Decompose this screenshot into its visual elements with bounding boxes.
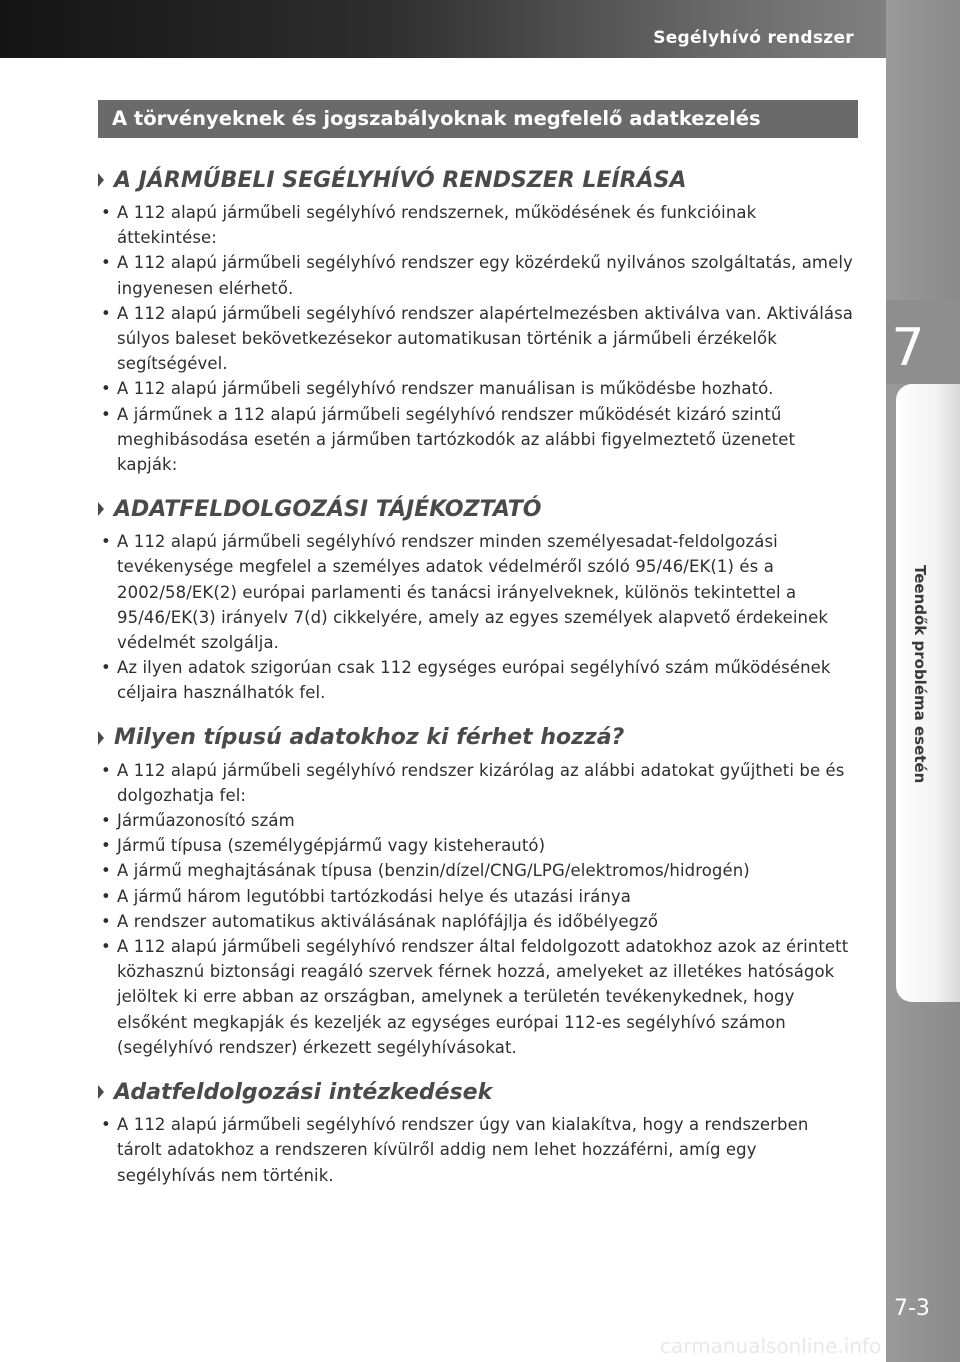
list-item: • A 112 alapú járműbeli segélyhívó rendszer úgy van kialakítva, hogy a rendszerben tárolt adatokhoz a rendszeren kívülről addig nem lehet hozzáférni, amíg egy segélyhívás nem történik. <box>98 1112 858 1188</box>
bullet-list <box>98 529 858 705</box>
section-heading-text: ADATFELDOLGOZÁSI TÁJÉKOZTATÓ <box>114 496 542 522</box>
list-item: • A 112 alapú járműbeli segélyhívó rendszer kizárólag az alábbi adatokat gyűjtheti be és dolgozhatja fel: <box>98 758 858 808</box>
section-marker-icon <box>98 1085 104 1099</box>
section-heading <box>98 720 858 756</box>
section-heading <box>98 162 858 198</box>
section-data-processing-info <box>98 491 858 705</box>
list-item: • A rendszer automatikus aktiválásának naplófájlja és időbélyegző <box>98 909 858 934</box>
watermark: carmanualsonline.info <box>660 1334 882 1358</box>
section-heading <box>98 491 858 527</box>
section-heading-text: Adatfeldolgozási intézkedések <box>114 1079 493 1105</box>
chapter-label: Teendők probléma esetén <box>911 565 929 784</box>
list-item: • Járműazonosító szám <box>98 808 858 833</box>
section-heading <box>98 1074 858 1110</box>
section-marker-icon <box>98 502 104 516</box>
section-data-access <box>98 720 858 1060</box>
list-item: • Az ilyen adatok szigorúan csak 112 egységes európai segélyhívó szám működésének céljaira használhatók fel. <box>98 655 858 705</box>
list-item: • A jármű három legutóbbi tartózkodási helye és utazási iránya <box>98 884 858 909</box>
page-title: A törvényeknek és jogszabályoknak megfelelő adatkezelés <box>112 107 761 130</box>
header-title: Segélyhívó rendszer <box>653 28 854 48</box>
list-item: • A járműnek a 112 alapú járműbeli segélyhívó rendszer működését kizáró szintű meghibásodása esetén a járműben tartózkodók az alábbi figyelmeztető üzenetet kapják: <box>98 402 858 478</box>
list-item: • A 112 alapú járműbeli segélyhívó rendszer manuálisan is működésbe hozható. <box>98 376 858 401</box>
section-description <box>98 162 858 477</box>
list-item: • Jármű típusa (személygépjármű vagy kisteherautó) <box>98 833 858 858</box>
bullet-list <box>98 200 858 477</box>
chapter-number: 7 <box>891 318 925 378</box>
section-heading-text: A JÁRMŰBELI SEGÉLYHÍVÓ RENDSZER LEÍRÁSA <box>114 167 687 193</box>
list-item: • A 112 alapú járműbeli segélyhívó rendszernek, működésének és funkcióinak áttekintése: <box>98 200 858 250</box>
content <box>98 162 858 1202</box>
bullet-list <box>98 758 858 1060</box>
list-item: • A 112 alapú járműbeli segélyhívó rendszer egy közérdekű nyilvános szolgáltatás, amely ingyenesen elérhető. <box>98 250 858 300</box>
list-item: • A jármű meghajtásának típusa (benzin/dízel/CNG/LPG/elektromos/hidrogén) <box>98 858 858 883</box>
page-number: 7-3 <box>894 1296 930 1321</box>
list-item: • A 112 alapú járműbeli segélyhívó rendszer által feldolgozott adatokhoz azok az érintett közhasznú biztonsági reagáló szervek férnek hozzá, amelyeket az illetékes hatóságok jelöltek ki erre abban az országban, amelynek a területén tevékenykednek, hogy elsőként megkapják és kezeljék az egységes európai 112-es segélyhívó számon (segélyhívó rendszer) érkezett segélyhívásokat. <box>98 934 858 1060</box>
list-item: • A 112 alapú járműbeli segélyhívó rendszer minden személyesadat-feldolgozási tevékenysége megfelel a személyes adatok védelméről szóló 95/46/EK(1) és a 2002/58/EK(2) európai parlamenti és tanácsi irányelveknek, különös tekintettel a 95/46/EK(3) irányelv 7(d) cikkelyére, amely az egyes személyek alapvető érdekeinek védelmét szolgálja. <box>98 529 858 655</box>
bullet-list <box>98 1112 858 1188</box>
list-item: • A 112 alapú járműbeli segélyhívó rendszer alapértelmezésben aktiválva van. Aktiválása súlyos baleset bekövetkezésekor automatikusan történik a járműbeli érzékelők segítségével. <box>98 301 858 377</box>
section-heading-text: Milyen típusú adatokhoz ki férhet hozzá? <box>114 725 625 751</box>
section-marker-icon <box>98 173 104 187</box>
section-processing-measures <box>98 1074 858 1188</box>
section-marker-icon <box>98 731 104 745</box>
